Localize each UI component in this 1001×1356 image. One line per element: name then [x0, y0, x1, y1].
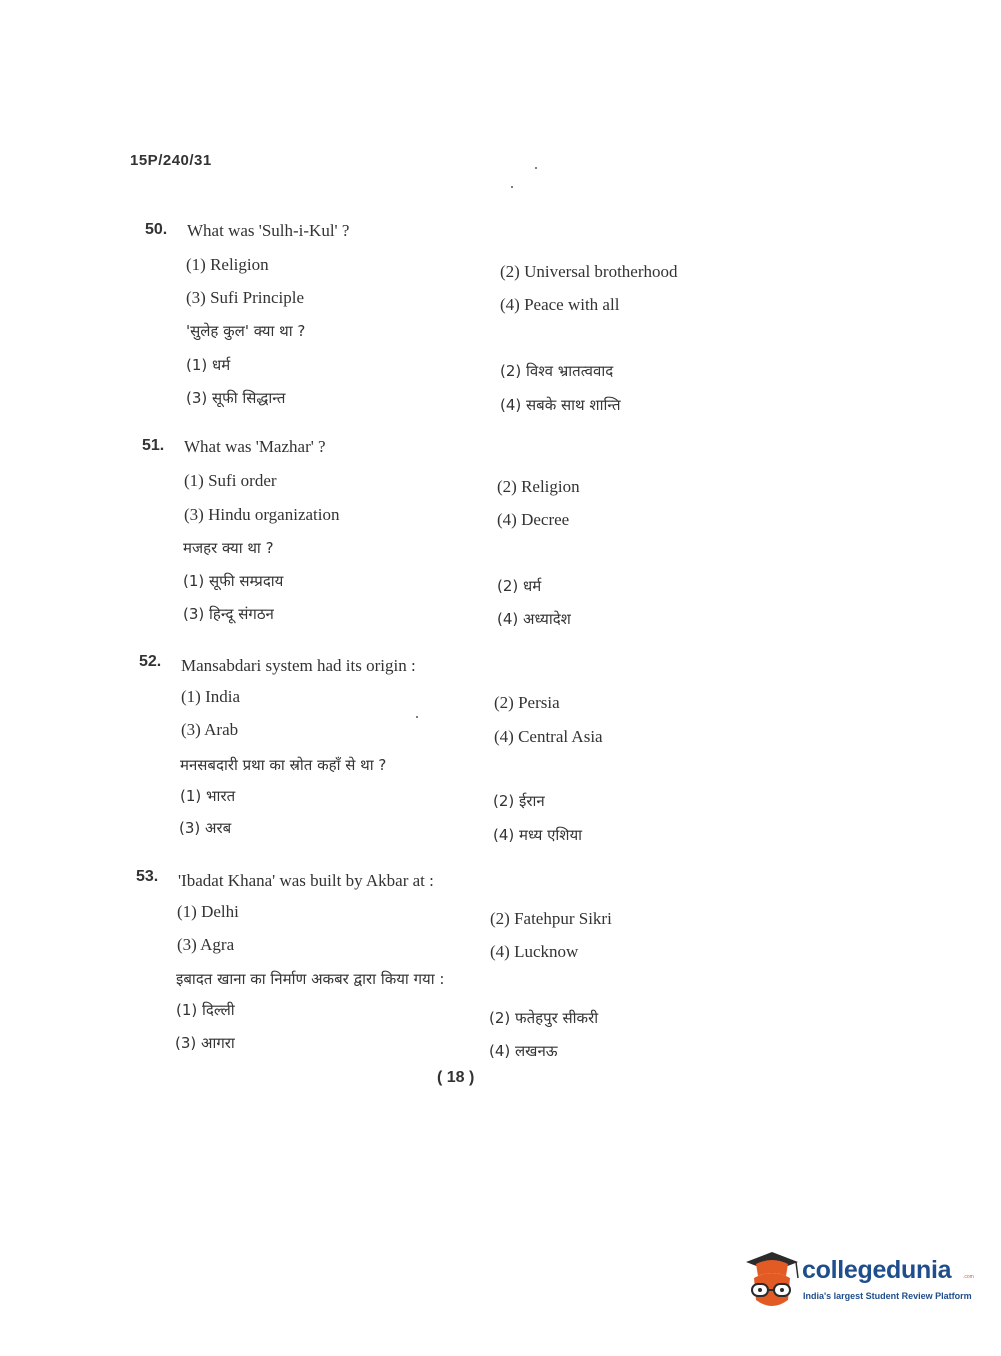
hindi-option-1: (1) धर्म [186, 356, 231, 374]
hindi-option-1: (1) सूफी सम्प्रदाय [183, 572, 284, 590]
question-number: 53. [136, 868, 159, 885]
collegedunia-logo [742, 1250, 972, 1316]
hindi-option-1: (1) भारत [180, 787, 236, 805]
option-4: (4) Central Asia [494, 727, 603, 746]
hindi-option-2: (2) फतेहपुर सीकरी [489, 1009, 599, 1027]
logo-brand: collegedunia [802, 1256, 952, 1284]
option-4: (4) Peace with all [500, 295, 620, 314]
option-1: (1) India [181, 687, 241, 706]
option-3: (3) Sufi Principle [186, 288, 305, 307]
question-number: 50. [145, 221, 168, 238]
option-2: (2) Religion [497, 477, 580, 496]
hindi-question-text: 'सुलेह कुल' क्या था ? [186, 322, 306, 340]
option-3: (3) Hindu organization [184, 505, 340, 524]
hindi-option-4: (4) अध्यादेश [497, 610, 571, 628]
option-3: (3) Agra [177, 935, 235, 954]
option-2: (2) Fatehpur Sikri [490, 909, 612, 928]
question-text: What was 'Mazhar' ? [184, 437, 326, 456]
option-4: (4) Decree [497, 510, 570, 529]
hindi-option-3: (3) आगरा [175, 1034, 235, 1052]
paper-code: 15P/240/31 [130, 152, 212, 169]
logo-suffix: .com [963, 1274, 974, 1280]
question-number: 52. [139, 653, 162, 670]
question-number: 51. [142, 437, 165, 454]
hindi-option-2: (2) ईरान [493, 792, 545, 810]
logo-tagline: India's largest Student Review Platform [803, 1291, 972, 1301]
option-1: (1) Religion [186, 255, 269, 274]
hindi-option-2: (2) विश्व भ्रातत्ववाद [500, 362, 614, 380]
option-3: (3) Arab [181, 720, 239, 739]
hindi-question-text: इबादत खाना का निर्माण अकबर द्वारा किया गया : [176, 970, 445, 988]
question-text: Mansabdari system had its origin : [181, 656, 416, 675]
hindi-option-3: (3) अरब [179, 819, 232, 837]
hindi-option-2: (2) धर्म [497, 577, 542, 595]
hindi-question-text: मनसबदारी प्रथा का स्रोत कहाँ से था ? [180, 756, 387, 774]
question-text: 'Ibadat Khana' was built by Akbar at : [178, 871, 434, 890]
hindi-option-3: (3) सूफी सिद्धान्त [186, 389, 286, 407]
option-2: (2) Persia [494, 693, 560, 712]
mascot-icon [742, 1250, 802, 1316]
hindi-option-4: (4) लखनऊ [489, 1042, 558, 1060]
option-1: (1) Sufi order [184, 471, 277, 490]
hindi-option-3: (3) हिन्दू संगठन [183, 605, 274, 623]
page-number: ( 18 ) [437, 1069, 475, 1086]
option-4: (4) Lucknow [490, 942, 579, 961]
scan-speck [416, 716, 418, 718]
scan-speck [535, 167, 537, 169]
hindi-option-1: (1) दिल्ली [176, 1001, 235, 1019]
hindi-question-text: मजहर क्या था ? [183, 539, 274, 557]
question-text: What was 'Sulh-i-Kul' ? [187, 221, 350, 240]
option-2: (2) Universal brotherhood [500, 262, 678, 281]
scan-speck [511, 186, 513, 188]
hindi-option-4: (4) सबके साथ शान्ति [500, 396, 621, 414]
hindi-option-4: (4) मध्य एशिया [493, 826, 583, 844]
option-1: (1) Delhi [177, 902, 239, 921]
